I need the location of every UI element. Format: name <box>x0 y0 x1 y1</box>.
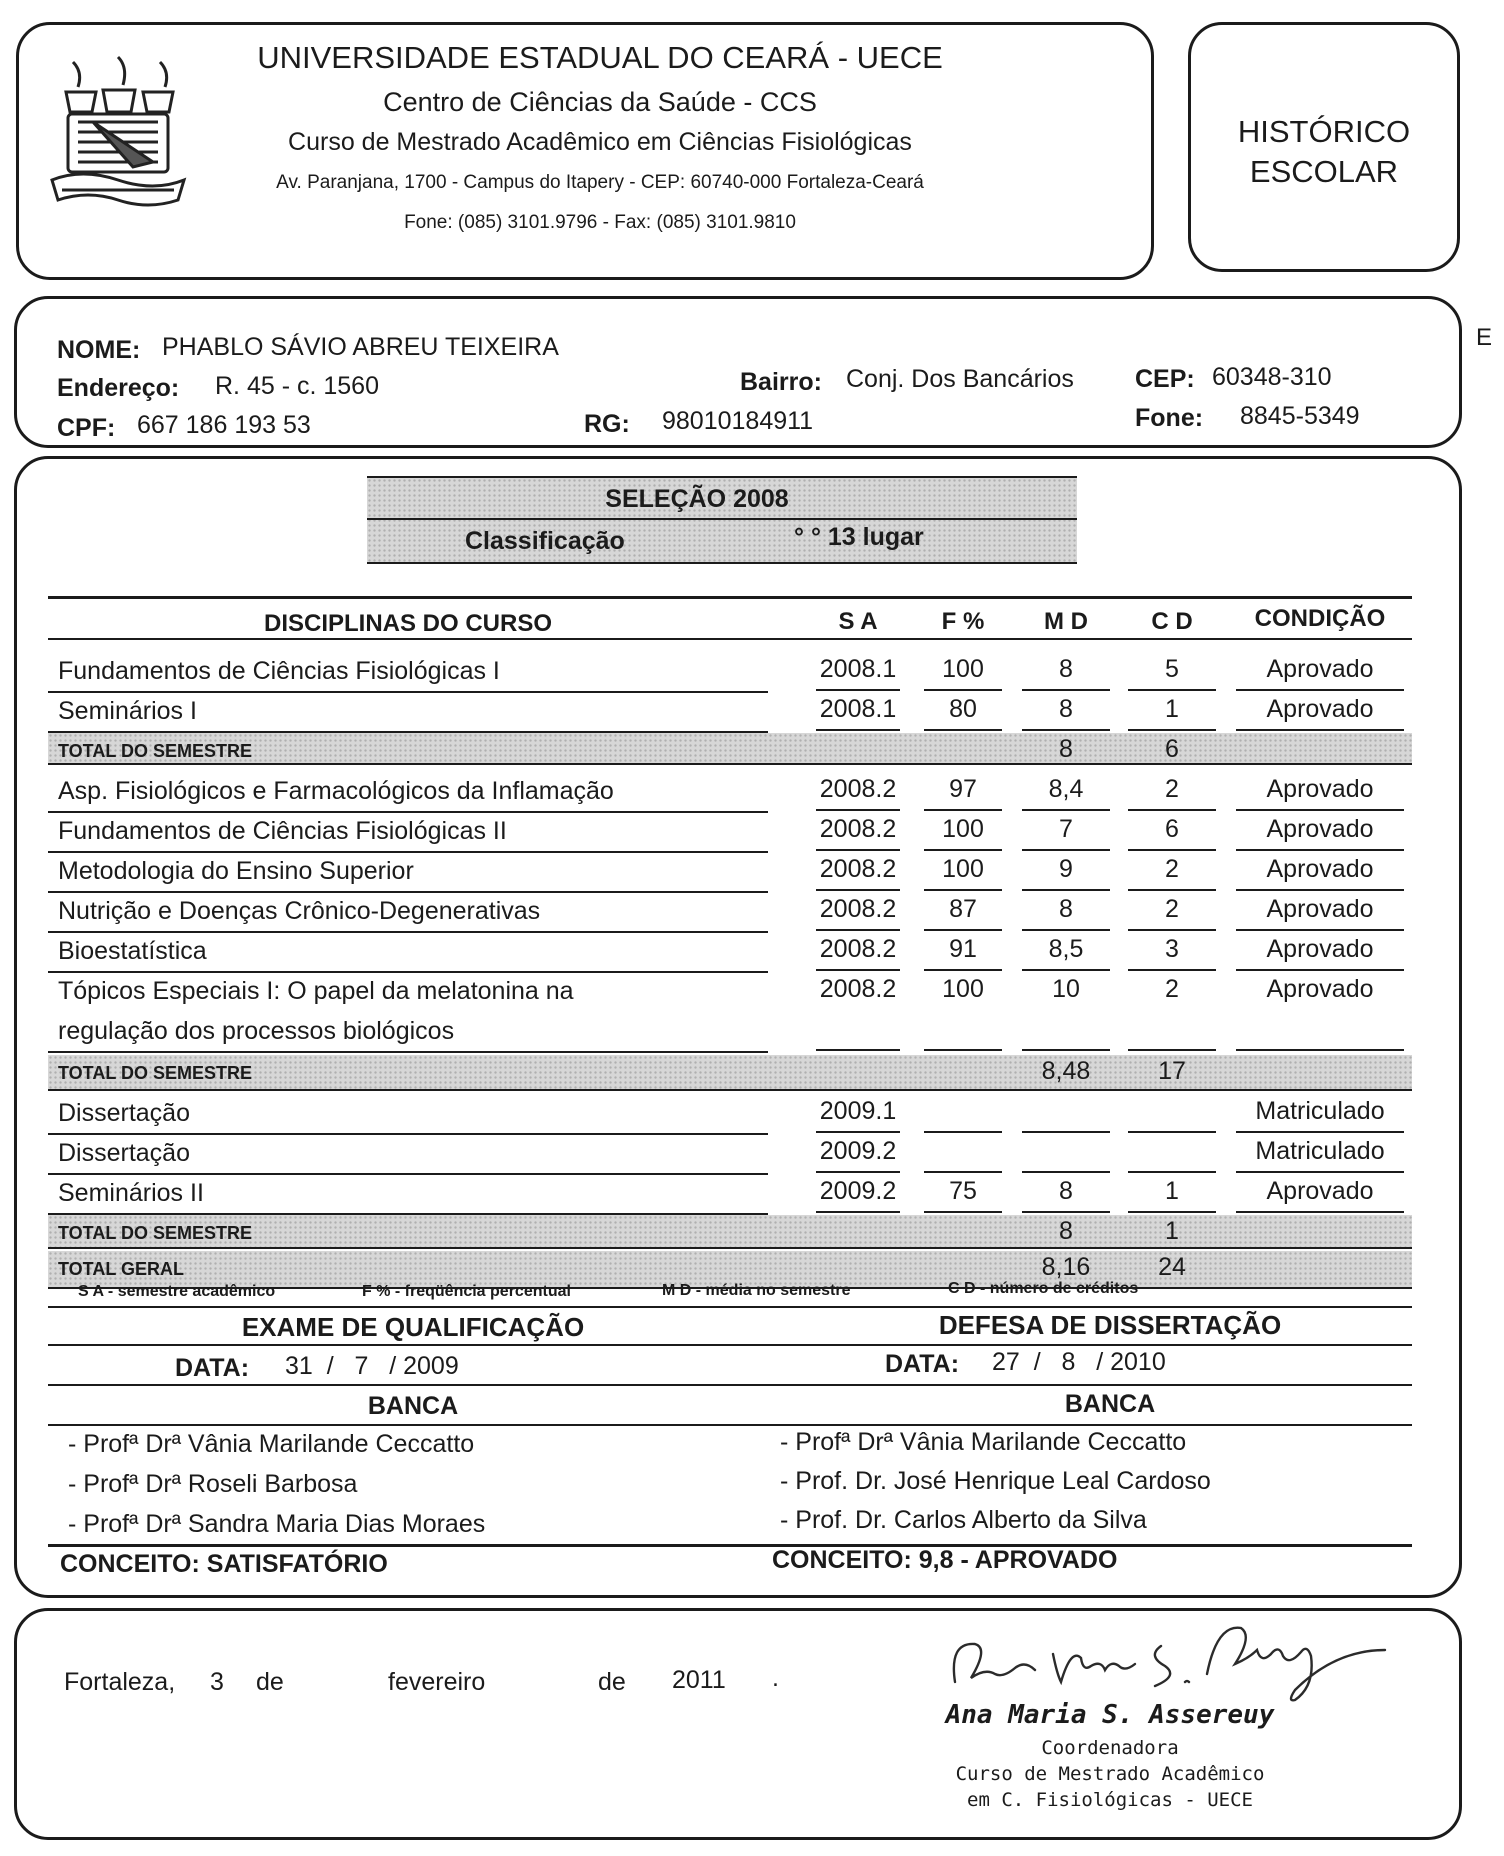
total-label: TOTAL GERAL <box>58 1259 184 1279</box>
cell-cd: 5 <box>1165 655 1179 683</box>
footer-day: 3 <box>210 1668 224 1696</box>
total-md: 8,16 <box>1041 1253 1091 1281</box>
course-name: Curso de Mestrado Acadêmico em Ciências Fisiológicas <box>288 128 912 156</box>
cell-rule <box>1128 1049 1216 1051</box>
table-header-rule <box>48 638 1412 640</box>
banca-rule <box>48 1424 1412 1426</box>
cell-cond: Matriculado <box>1255 1097 1385 1125</box>
signer-course-1: Curso de Mestrado Acadêmico <box>955 1763 1265 1785</box>
course-name: Asp. Fisiológicos e Farmacológicos da Inflamação <box>58 777 614 805</box>
cell-cond: Aprovado <box>1266 775 1374 803</box>
col-header-sa: S A <box>838 608 878 635</box>
cell-cond: Aprovado <box>1266 855 1374 883</box>
cell-cd: 2 <box>1165 775 1179 803</box>
table-top-rule <box>48 596 1412 599</box>
rg-value: 98010184911 <box>662 407 814 435</box>
nome-label: NOME: <box>57 336 141 364</box>
fone-label: Fone: <box>1135 404 1204 432</box>
cpf-label: CPF: <box>57 414 116 442</box>
bairro-value: Conj. Dos Bancários <box>846 365 1074 393</box>
cell-md: 8 <box>1059 655 1073 683</box>
total-rule <box>48 1089 1412 1091</box>
total-md: 8 <box>1059 735 1073 763</box>
cell-rule <box>1128 729 1216 731</box>
course-name: Dissertação <box>58 1099 190 1127</box>
cell-sa: 2009.1 <box>819 1097 897 1125</box>
bairro-label: Bairro: <box>740 368 822 396</box>
footer-year: 2011 <box>672 1666 726 1694</box>
defesa-data-value: 27 / 8 / 2010 <box>992 1348 1166 1376</box>
cell-sa: 2008.2 <box>819 855 897 883</box>
cell-rule <box>924 729 1002 731</box>
classificacao-value: ° ° 13 lugar <box>794 523 924 551</box>
cell-rule <box>1128 1211 1216 1213</box>
course-rule <box>48 1051 768 1053</box>
cell-f: 100 <box>942 815 984 843</box>
university-name: UNIVERSIDADE ESTADUAL DO CEARÁ - UECE <box>257 40 943 75</box>
cell-cd: 2 <box>1165 855 1179 883</box>
legend-cd: C D - número de créditos <box>948 1280 1139 1297</box>
doc-title-line1: HISTÓRICO <box>1237 114 1411 149</box>
total-md: 8 <box>1059 1217 1073 1245</box>
signer-course-2: em C. Fisiológicas - UECE <box>967 1789 1253 1811</box>
cell-rule <box>1236 729 1404 731</box>
total-rule <box>48 1247 1412 1249</box>
rg-label: RG: <box>584 410 630 438</box>
cell-f: 80 <box>949 695 977 723</box>
exame-data-label: DATA: <box>175 1354 250 1382</box>
cell-rule <box>1236 1211 1404 1213</box>
total-cd: 24 <box>1158 1253 1186 1281</box>
cell-cond: Aprovado <box>1266 815 1374 843</box>
cell-f: 91 <box>949 935 977 963</box>
cell-md: 8 <box>1059 1177 1073 1205</box>
cell-sa: 2008.2 <box>819 775 897 803</box>
cell-rule <box>1236 1049 1404 1051</box>
footer-de-2: de <box>598 1668 626 1696</box>
exame-data-value: 31 / 7 / 2009 <box>285 1352 459 1380</box>
cell-rule <box>816 1211 900 1213</box>
cell-rule <box>924 1049 1002 1051</box>
cell-cd: 1 <box>1165 1177 1179 1205</box>
cell-sa: 2008.2 <box>819 815 897 843</box>
cell-f: 100 <box>942 975 984 1003</box>
cell-md: 8,4 <box>1048 775 1084 803</box>
cell-sa: 2008.2 <box>819 895 897 923</box>
course-name: Fundamentos de Ciências Fisiológicas I <box>58 657 500 685</box>
course-name: Fundamentos de Ciências Fisiológicas II <box>58 817 507 845</box>
col-header-condicao: CONDIÇÃO <box>1254 605 1386 632</box>
cell-cond: Matriculado <box>1255 1137 1385 1165</box>
cell-cd: 2 <box>1165 895 1179 923</box>
cell-cd: 6 <box>1165 815 1179 843</box>
course-name: Seminários I <box>58 697 197 725</box>
cep-label: CEP: <box>1135 365 1195 393</box>
cell-f: 100 <box>942 655 984 683</box>
footer-place: Fortaleza, <box>64 1668 176 1696</box>
cell-md: 7 <box>1059 815 1073 843</box>
legend-md: M D - média no semestre <box>662 1282 851 1299</box>
cell-cond: Aprovado <box>1266 655 1374 683</box>
defesa-banca-member: - Profª Drª Vânia Marilande Ceccatto <box>780 1428 1187 1456</box>
signer-role: Coordenadora <box>1041 1737 1179 1759</box>
endereco-value: R. 45 - c. 1560 <box>215 372 379 400</box>
cell-md: 8 <box>1059 895 1073 923</box>
side-mark: E <box>1476 324 1493 351</box>
cell-md: 9 <box>1059 855 1073 883</box>
total-cd: 1 <box>1165 1217 1179 1245</box>
fone-value: 8845-5349 <box>1240 402 1360 430</box>
signer-name: Ana Maria S. Assereuy <box>945 1700 1275 1730</box>
cell-sa: 2008.1 <box>819 655 897 683</box>
cell-cond: Aprovado <box>1266 975 1374 1003</box>
doc-title-line2: ESCOLAR <box>1249 154 1399 189</box>
cell-md: 10 <box>1052 975 1080 1003</box>
defesa-banca-member: - Prof. Dr. José Henrique Leal Cardoso <box>780 1467 1211 1495</box>
total-label: TOTAL DO SEMESTRE <box>58 741 253 761</box>
legend-rule <box>48 1306 1412 1308</box>
defesa-banca-label: BANCA <box>1064 1390 1156 1418</box>
cell-cond: Aprovado <box>1266 695 1374 723</box>
nome-value: PHABLO SÁVIO ABREU TEIXEIRA <box>162 333 559 361</box>
cell-cond: Aprovado <box>1266 895 1374 923</box>
cell-rule <box>1022 729 1110 731</box>
cell-md: 8 <box>1059 695 1073 723</box>
footer-month: fevereiro <box>388 1668 486 1696</box>
exame-banca-member: - Profª Drª Sandra Maria Dias Moraes <box>68 1510 486 1538</box>
defesa-data-label: DATA: <box>885 1350 960 1378</box>
col-header-f: F % <box>941 608 985 635</box>
total-cd: 6 <box>1165 735 1179 763</box>
course-name: Dissertação <box>58 1139 190 1167</box>
total-cd: 17 <box>1158 1057 1186 1085</box>
cell-rule <box>816 729 900 731</box>
university-seal-icon <box>48 52 188 212</box>
cell-rule <box>816 1049 900 1051</box>
table-row <box>48 1133 1412 1173</box>
legend-sa: S A - semestre acadêmico <box>78 1283 276 1300</box>
col-header-md: M D <box>1044 608 1088 635</box>
cell-cd: 1 <box>1165 695 1179 723</box>
exame-banca-member: - Profª Drª Vânia Marilande Ceccatto <box>68 1430 475 1458</box>
course-name: Metodologia do Ensino Superior <box>58 857 414 885</box>
cell-sa: 2008.2 <box>819 975 897 1003</box>
legend-f: F % - freqüência percentual <box>362 1283 571 1300</box>
total-label: TOTAL DO SEMESTRE <box>58 1063 253 1083</box>
cell-sa: 2008.2 <box>819 935 897 963</box>
exame-title: EXAME DE QUALIFICAÇÃO <box>241 1312 585 1342</box>
defesa-title: DEFESA DE DISSERTAÇÃO <box>938 1310 1282 1340</box>
selecao-title: SELEÇÃO 2008 <box>605 485 789 513</box>
conceito-rule <box>48 1544 1412 1547</box>
course-name-cont: regulação dos processos biológicos <box>58 1017 455 1045</box>
cell-cond: Aprovado <box>1266 1177 1374 1205</box>
signature <box>935 1612 1415 1712</box>
course-name: Seminários II <box>58 1179 204 1207</box>
cell-f: 97 <box>949 775 977 803</box>
cell-f: 100 <box>942 855 984 883</box>
course-name: Tópicos Especiais I: O papel da melatonina na <box>58 977 574 1005</box>
course-name: Nutrição e Doenças Crônico-Degenerativas <box>58 897 541 925</box>
cpf-value: 667 186 193 53 <box>137 411 311 439</box>
cell-cd: 3 <box>1165 935 1179 963</box>
exame-banca-member: - Profª Drª Roseli Barbosa <box>68 1470 358 1498</box>
exame-title-rule <box>48 1344 1412 1346</box>
cep-value: 60348-310 <box>1212 363 1332 391</box>
table-row <box>48 1093 1412 1133</box>
classificacao-label: Classificação <box>465 527 625 555</box>
cell-rule <box>1022 1211 1110 1213</box>
cell-md: 8,5 <box>1048 935 1084 963</box>
center-name: Centro de Ciências da Saúde - CCS <box>383 87 817 117</box>
total-md: 8,48 <box>1041 1057 1091 1085</box>
cell-rule <box>1022 1049 1110 1051</box>
phones: Fone: (085) 3101.9796 - Fax: (085) 3101.9810 <box>404 212 796 233</box>
cell-f: 75 <box>949 1177 977 1205</box>
footer-de-1: de <box>256 1668 284 1696</box>
endereco-label: Endereço: <box>57 374 180 402</box>
cell-sa: 2008.1 <box>819 695 897 723</box>
cell-rule <box>924 1211 1002 1213</box>
cell-cd: 2 <box>1165 975 1179 1003</box>
col-header-disciplinas: DISCIPLINAS DO CURSO <box>263 610 553 637</box>
defesa-conceito: CONCEITO: 9,8 - APROVADO <box>772 1546 1118 1574</box>
cell-cond: Aprovado <box>1266 935 1374 963</box>
footer-dot: . <box>772 1664 779 1692</box>
data-rule <box>48 1384 1412 1386</box>
exame-conceito: CONCEITO: SATISFATÓRIO <box>60 1550 388 1578</box>
total-label: TOTAL DO SEMESTRE <box>58 1223 253 1243</box>
cell-sa: 2009.2 <box>819 1177 897 1205</box>
total-rule <box>48 763 1412 765</box>
col-header-cd: C D <box>1151 608 1193 635</box>
exame-banca-label: BANCA <box>367 1392 459 1420</box>
course-name: Bioestatística <box>58 937 207 965</box>
cell-sa: 2009.2 <box>819 1137 897 1165</box>
cell-f: 87 <box>949 895 977 923</box>
address: Av. Paranjana, 1700 - Campus do Itapery - CEP: 60740-000 Fortaleza-Ceará <box>276 172 924 193</box>
selecao-divider <box>367 518 1077 520</box>
defesa-banca-member: - Prof. Dr. Carlos Alberto da Silva <box>780 1506 1147 1534</box>
